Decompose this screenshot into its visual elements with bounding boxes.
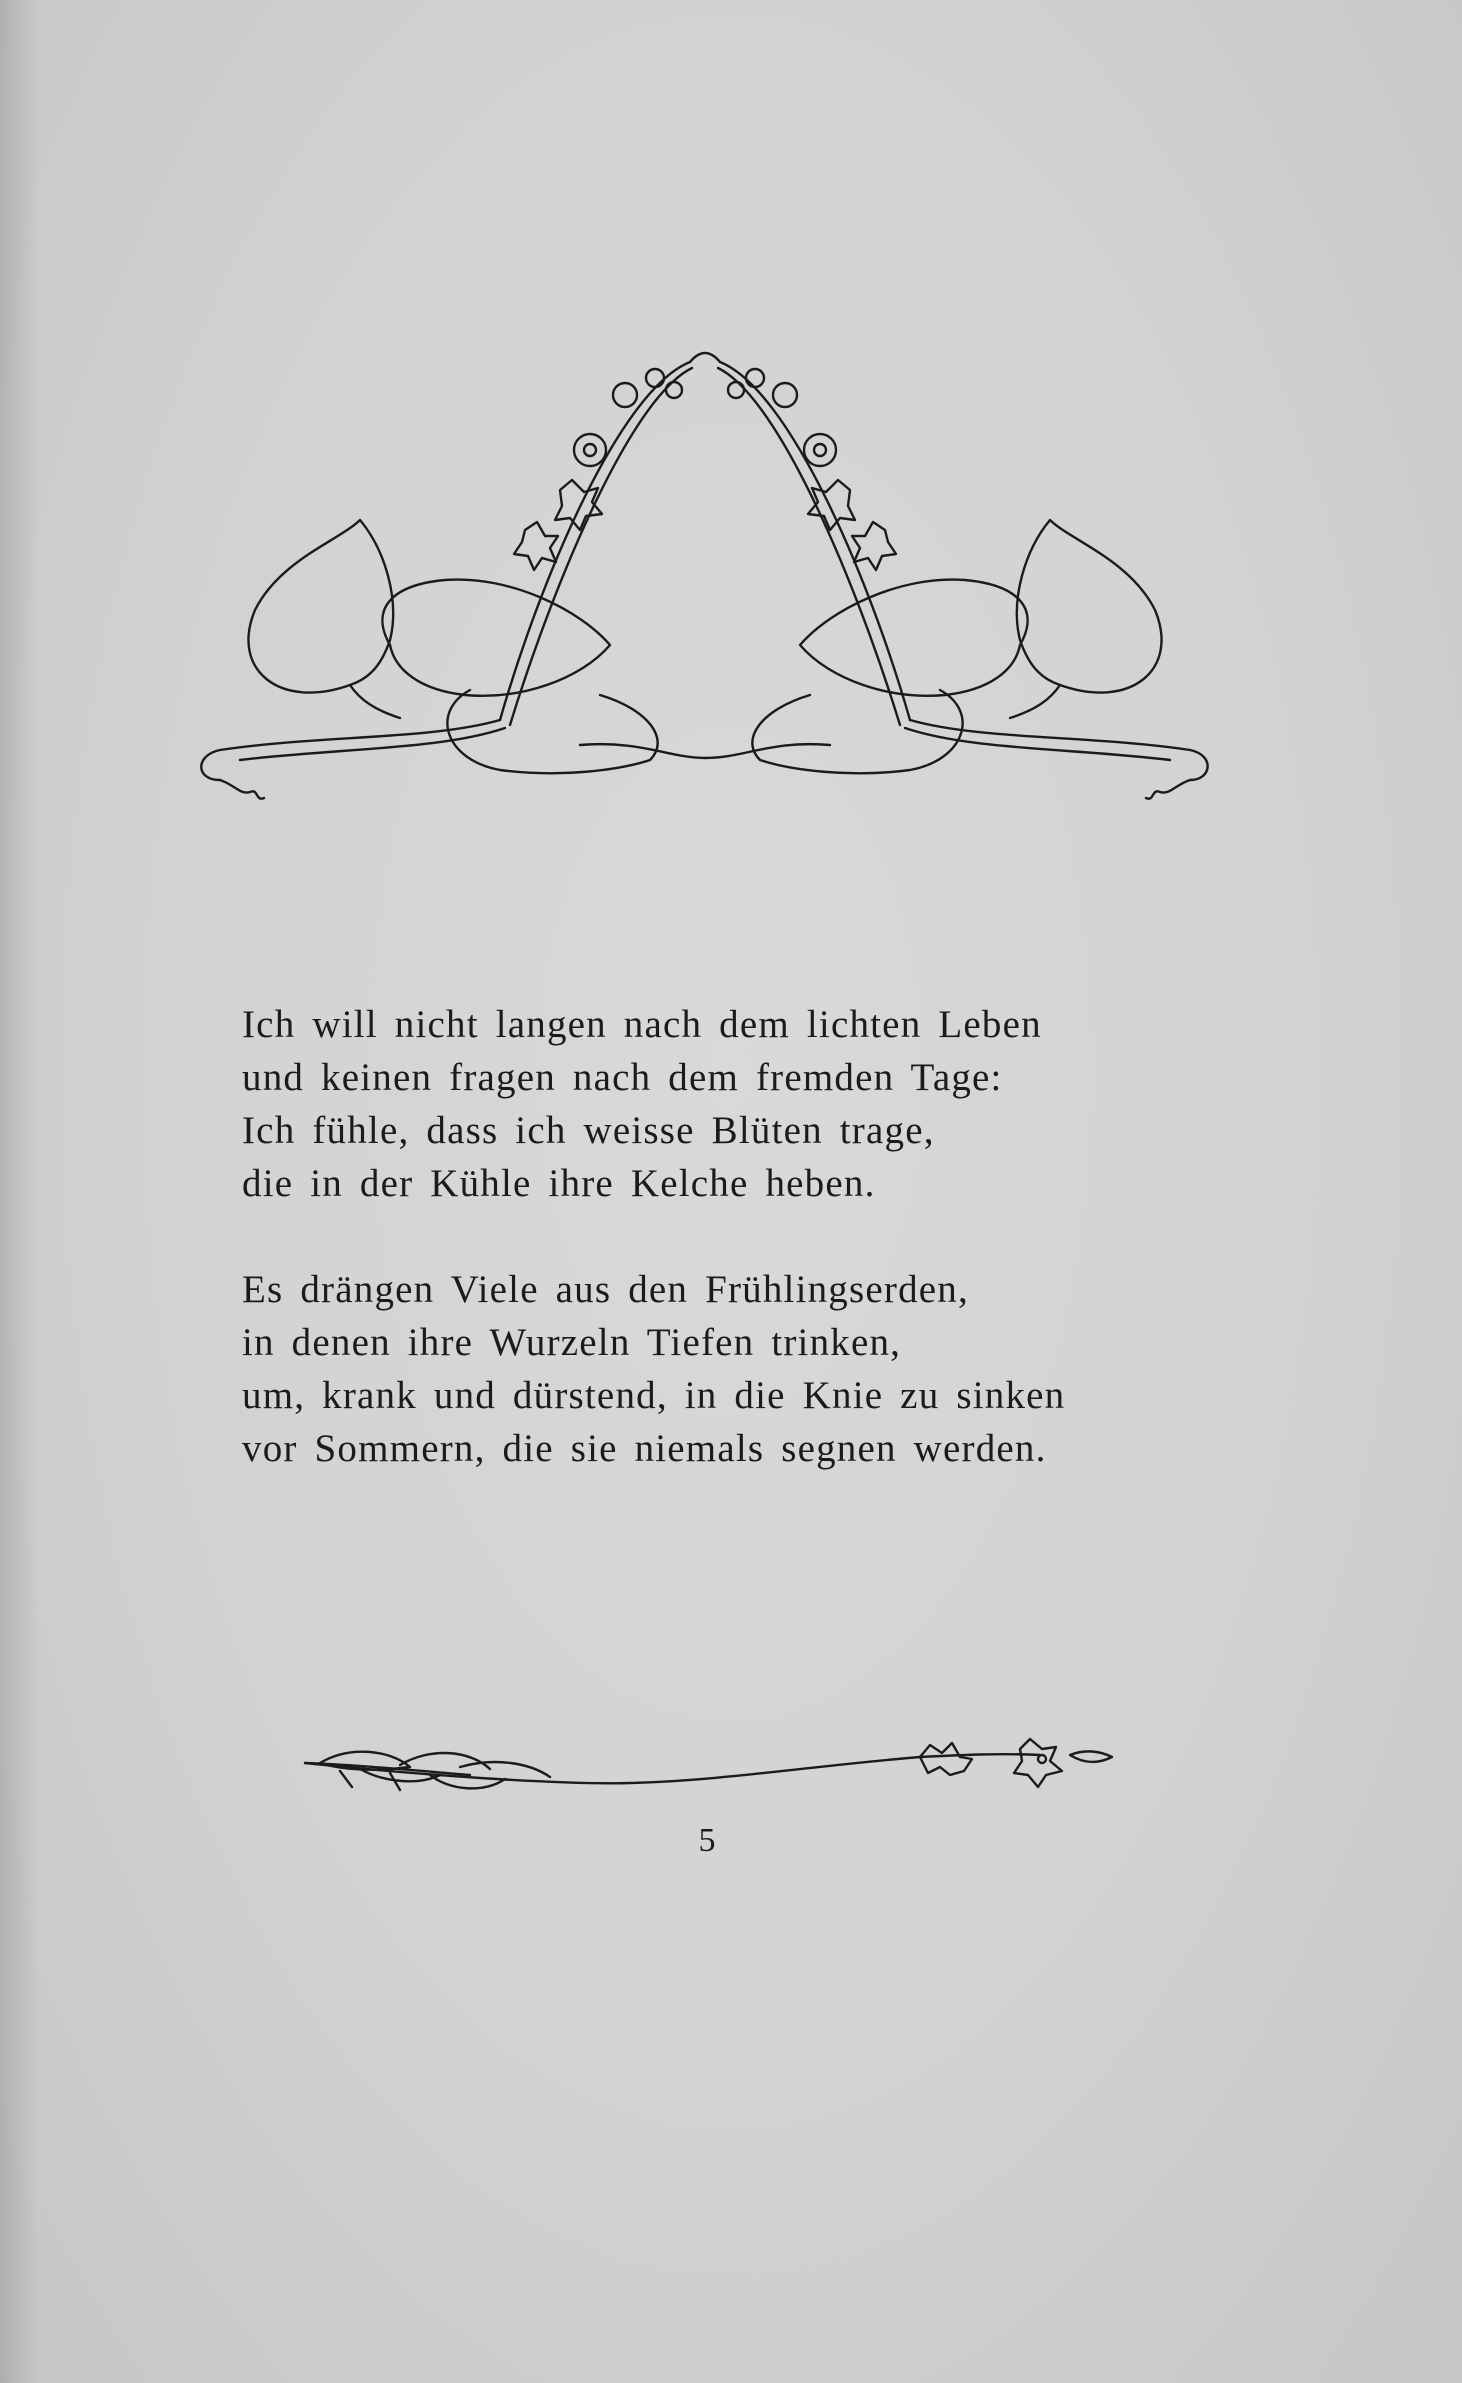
poem-line: Es drängen Viele aus den Frühlingserden, <box>242 1268 969 1311</box>
stanza-2 <box>242 1263 1302 1475</box>
floral-vignette-icon <box>200 340 1210 810</box>
gutter-shadow <box>0 0 40 2383</box>
poem-line: in denen ihre Wurzeln Tiefen trinken, <box>242 1321 902 1364</box>
poem-line: die in der Kühle ihre Kelche heben. <box>242 1162 876 1205</box>
poem-line: vor Sommern, die sie niemals segnen werden. <box>242 1427 1047 1470</box>
page-number: 5 <box>698 1822 716 1859</box>
poem-line: Ich fühle, dass ich weisse Blüten trage, <box>242 1109 935 1152</box>
poem-line: und keinen fragen nach dem fremden Tage: <box>242 1056 1003 1099</box>
poem-line: um, krank und dürstend, in die Knie zu sinken <box>242 1374 1066 1417</box>
stanza-1 <box>242 998 1302 1210</box>
poem-line: Ich will nicht langen nach dem lichten Leben <box>242 1003 1042 1046</box>
poem <box>242 998 1302 1475</box>
branch-tailpiece-icon <box>300 1735 1120 1805</box>
